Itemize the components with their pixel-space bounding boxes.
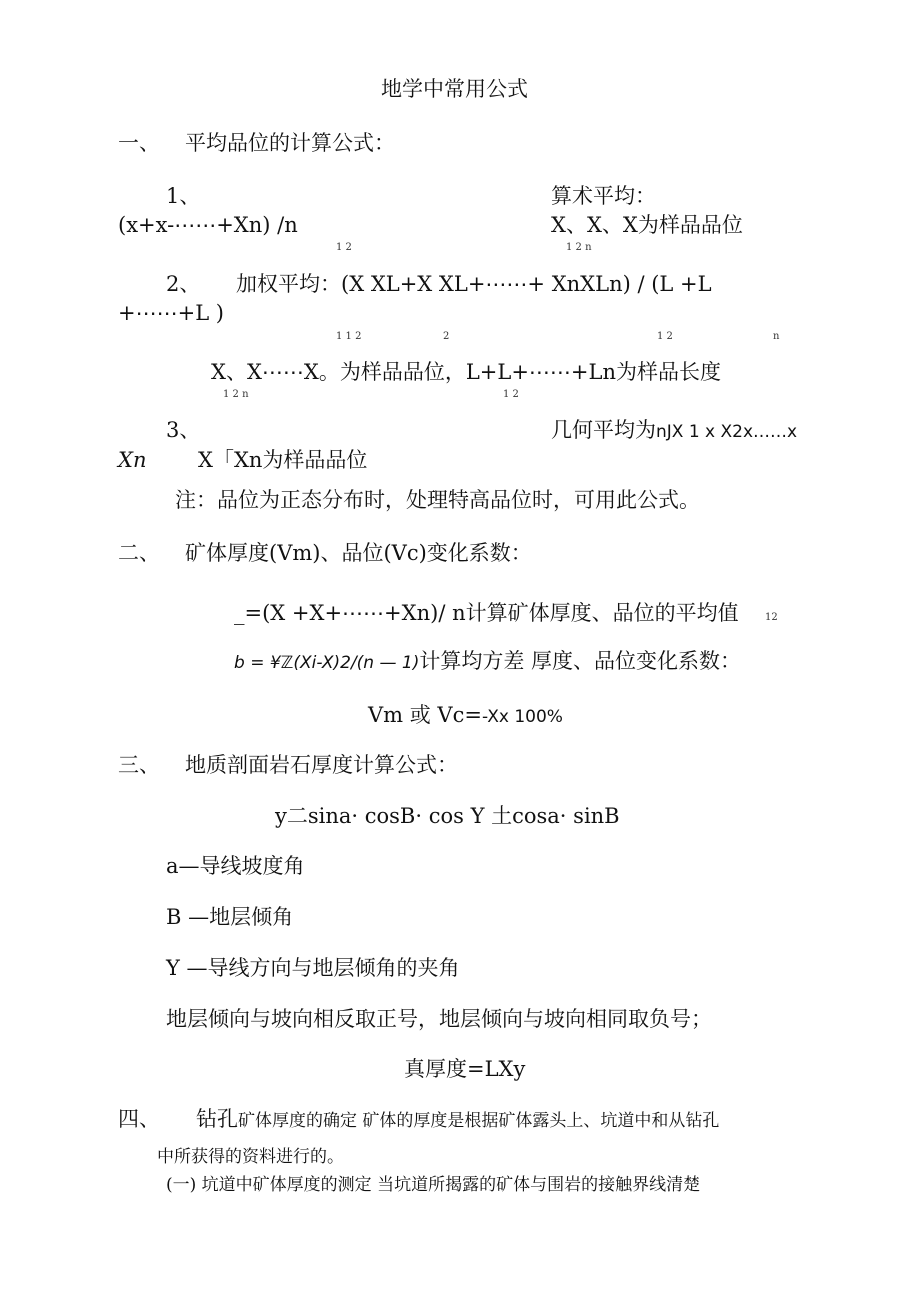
- item-1-subscript-right: 1 2 n: [566, 242, 592, 253]
- item-1-formula: (x+x-⋯⋯+Xn) /n: [118, 213, 298, 237]
- item-3-label: 几何平均为nJX 1 x X2x……x: [551, 418, 798, 442]
- item-1-description: X、X、X为样品品位: [551, 213, 743, 237]
- std-deviation-line: b = ¥ℤ(Xi-X)2/(n — 1)计算均方差 厚度、品位变化系数：: [234, 649, 742, 673]
- item-2-desc-subscript-b: 1 2: [503, 389, 519, 400]
- definition-b: B —地层倾角: [166, 905, 294, 929]
- thickness-formula: y二sina· cosB· cos Y 土cosa· sinB: [275, 804, 620, 828]
- item-2-formula-cont: +⋯⋯+L ): [118, 301, 225, 325]
- item-3-formula-cont: Xn: [118, 448, 147, 472]
- section-4-number: 四、: [118, 1107, 160, 1131]
- section-4-heading-cont: 中所获得的资料进行的。: [157, 1147, 344, 1167]
- section-2-heading: 矿体厚度(Vm)、品位(Vc)变化系数：: [185, 541, 532, 565]
- item-1-number: 1、: [166, 184, 201, 208]
- item-3-description: X「Xn为样品品位: [198, 448, 368, 472]
- mean-formula-subscript: 12: [765, 612, 778, 623]
- mean-formula: _=(X +X+⋯⋯+Xn)/ n计算矿体厚度、品位的平均值: [234, 601, 739, 625]
- item-1-label: 算术平均：: [551, 184, 656, 208]
- definition-y: Y —导线方向与地层倾角的夹角: [166, 956, 460, 980]
- subsection-1: (一) 坑道中矿体厚度的测定 当坑道所揭露的矿体与围岩的接触界线清楚: [166, 1175, 701, 1195]
- variation-coefficient-formula: Vm 或 Vc=-Xx 100%: [368, 703, 563, 727]
- item-2-formula: 加权平均：(X XL+X XL+⋯⋯+ XnXLn) / (L +L: [236, 272, 712, 296]
- section-3-number: 三、: [118, 753, 160, 777]
- sign-rule: 地层倾向与坡向相反取正号，地层倾向与坡向相同取负号；: [166, 1007, 712, 1031]
- item-2-number: 2、: [166, 272, 201, 296]
- item-2-subscript-b: 2: [443, 331, 450, 342]
- section-1-note: 注：品位为正态分布时，处理特高品位时，可用此公式。: [175, 488, 700, 512]
- item-2-description: X、X⋯⋯X。为样品品位，L+L+⋯⋯+Ln为样品长度: [211, 360, 721, 384]
- item-2-subscript-a: 1 1 2: [336, 331, 362, 342]
- item-2-desc-subscript-a: 1 2 n: [223, 389, 249, 400]
- section-2-number: 二、: [118, 541, 160, 565]
- definition-a: a—导线坡度角: [166, 854, 305, 878]
- item-2-subscript-c: 1 2: [657, 331, 673, 342]
- true-thickness: 真厚度=LXy: [404, 1057, 526, 1081]
- item-1-subscript-left: 1 2: [336, 242, 352, 253]
- section-1-number: 一、: [118, 131, 160, 155]
- page-title: 地学中常用公式: [381, 77, 528, 101]
- section-3-heading: 地质剖面岩石厚度计算公式：: [185, 753, 458, 777]
- section-4-heading: 钻孔矿体厚度的确定 矿体的厚度是根据矿体露头上、坑道中和从钻孔: [196, 1107, 720, 1131]
- item-2-subscript-d: n: [773, 331, 780, 342]
- section-1-heading: 平均品位的计算公式：: [185, 131, 395, 155]
- item-3-number: 3、: [166, 418, 201, 442]
